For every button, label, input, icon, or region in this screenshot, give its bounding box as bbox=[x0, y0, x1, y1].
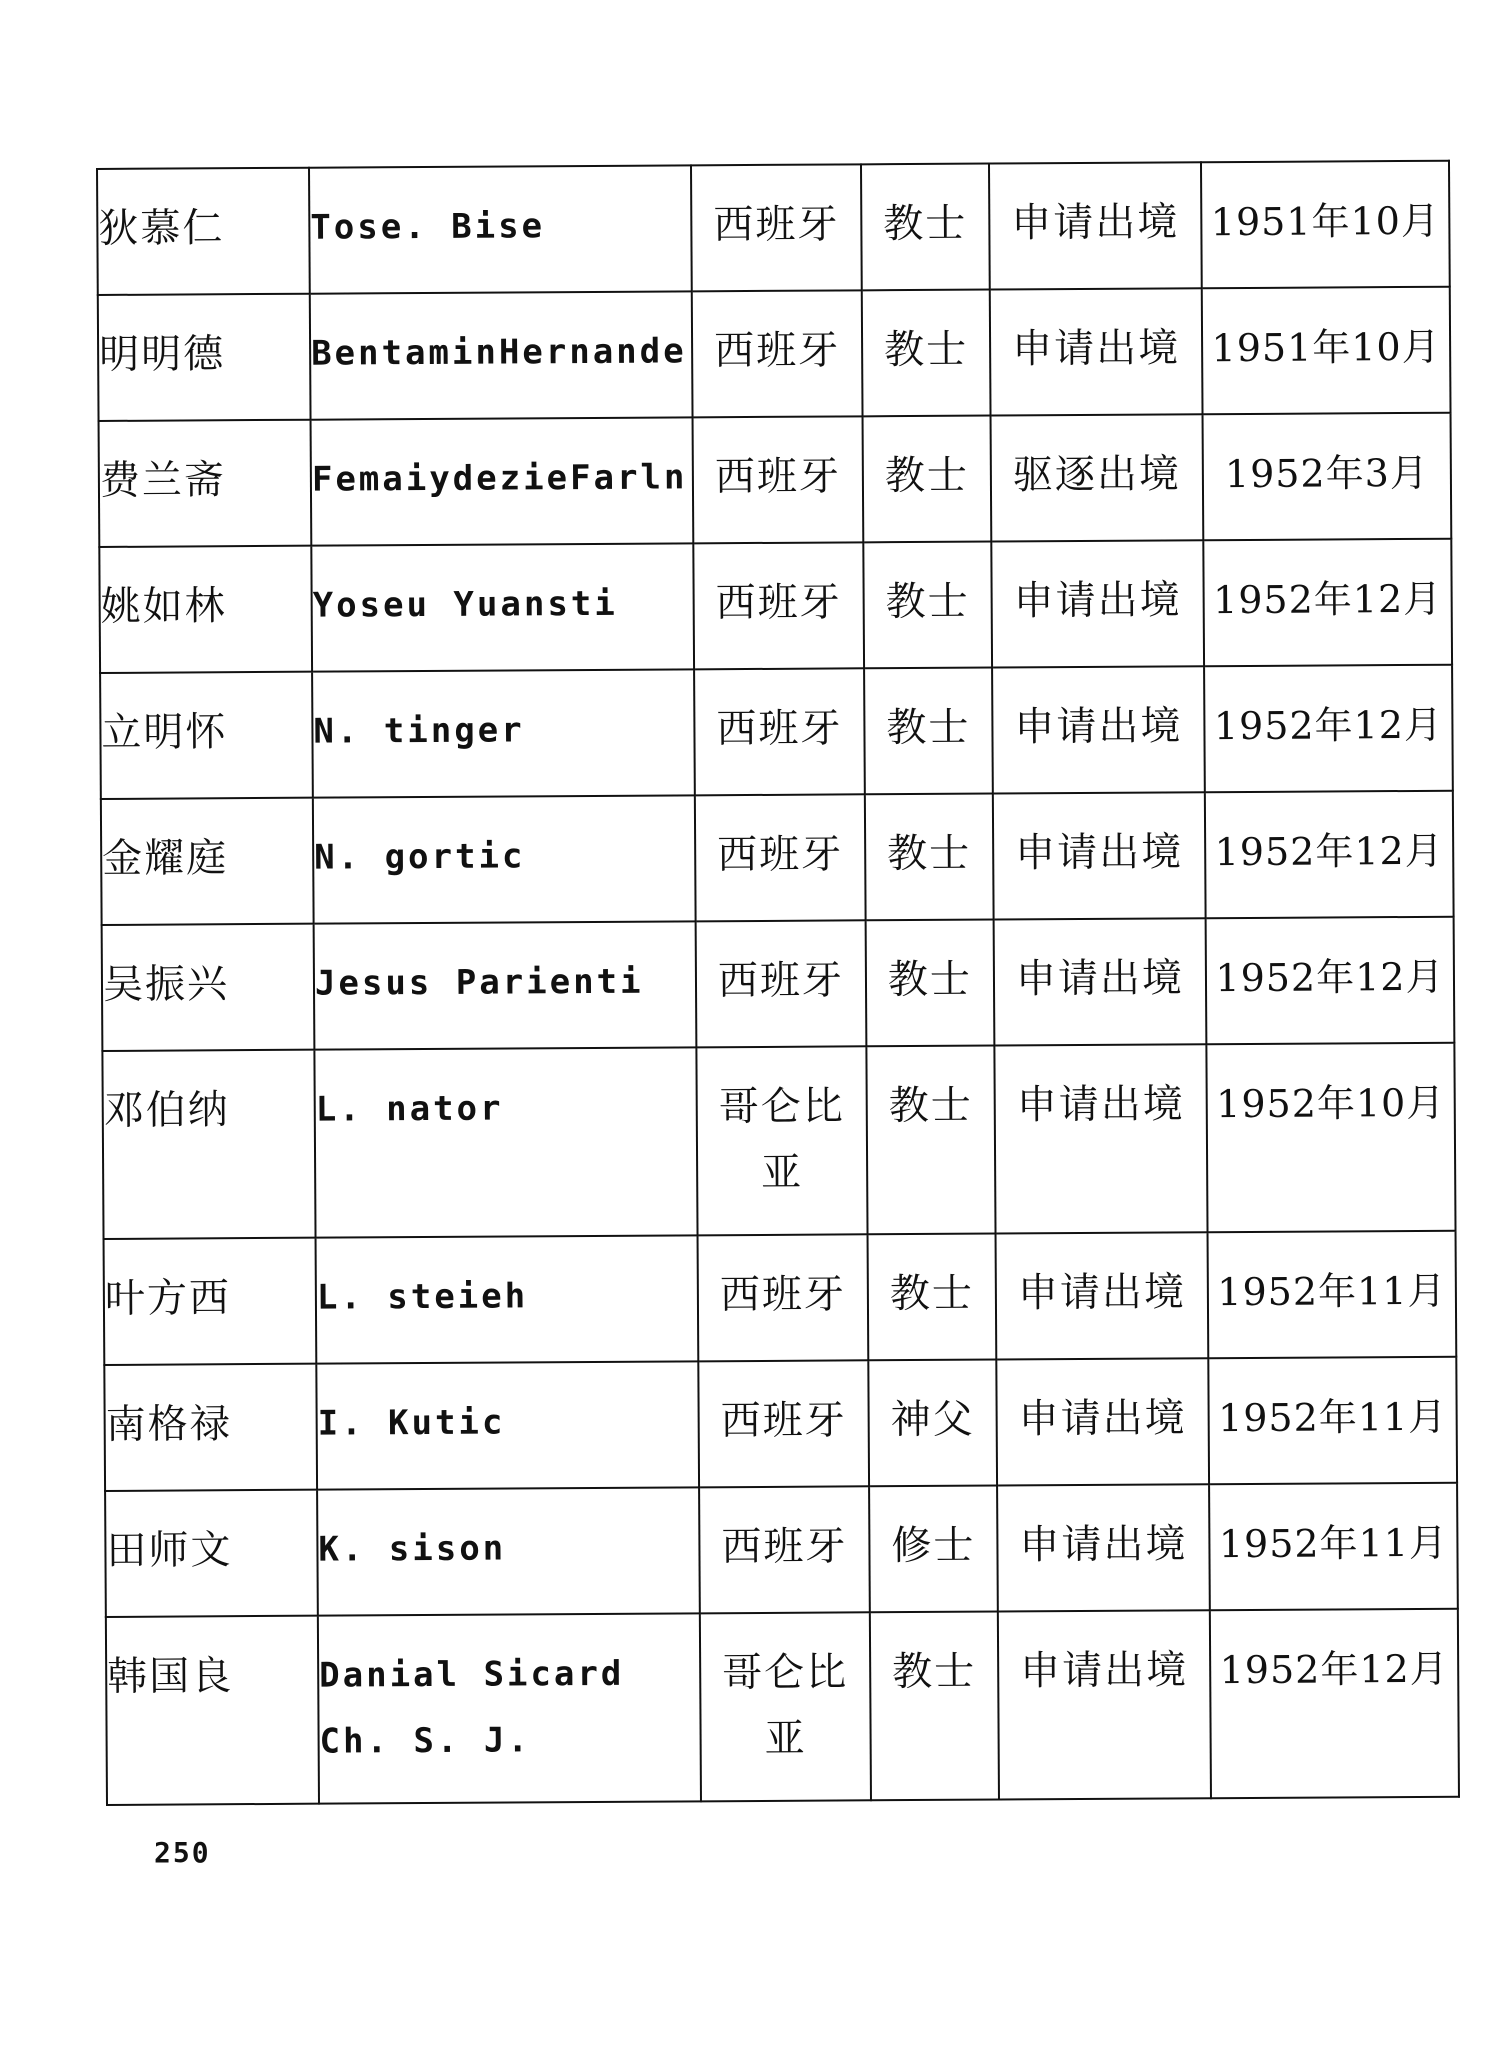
table-body bbox=[97, 161, 1459, 1805]
status-cell: 申请出境 bbox=[994, 1044, 1207, 1233]
date-cell: 1952年12月 bbox=[1206, 917, 1455, 1045]
status-cell: 申请出境 bbox=[991, 540, 1204, 667]
table-row bbox=[98, 287, 1451, 421]
page-number: 250 bbox=[154, 1836, 211, 1869]
cn-name-cell: 狄慕仁 bbox=[97, 168, 310, 295]
table-row bbox=[102, 1043, 1455, 1239]
table-row bbox=[100, 665, 1453, 799]
en-name-cell: BentaminHernande bbox=[310, 291, 693, 419]
nationality-cell: 哥仑比 亚 bbox=[696, 1046, 867, 1235]
en-name-cell: Jesus Parienti bbox=[314, 921, 697, 1049]
role-cell: 修士 bbox=[869, 1486, 998, 1613]
en-name-cell: N. tinger bbox=[312, 669, 695, 797]
date-cell: 1952年12月 bbox=[1204, 665, 1453, 793]
role-cell: 神父 bbox=[868, 1360, 997, 1487]
role-cell: 教士 bbox=[866, 920, 995, 1047]
role-cell: 教士 bbox=[861, 164, 990, 291]
role-cell: 教士 bbox=[866, 1046, 995, 1235]
status-cell: 申请出境 bbox=[996, 1232, 1209, 1359]
cn-name-cell: 费兰斋 bbox=[99, 420, 312, 547]
status-cell: 申请出境 bbox=[994, 918, 1207, 1045]
date-cell: 1952年3月 bbox=[1203, 413, 1452, 541]
table-row bbox=[101, 791, 1454, 925]
cn-name-cell: 叶方西 bbox=[104, 1238, 317, 1365]
table-row bbox=[105, 1483, 1458, 1617]
en-name-cell: Danial Sicard Ch. S. J. bbox=[318, 1613, 701, 1803]
nationality-cell: 西班牙 bbox=[696, 920, 867, 1047]
role-cell: 教士 bbox=[865, 794, 994, 921]
cn-name-cell: 田师文 bbox=[105, 1490, 318, 1617]
date-cell: 1952年12月 bbox=[1205, 791, 1454, 919]
table-row bbox=[102, 917, 1455, 1051]
en-name-cell: N. gortic bbox=[313, 795, 696, 923]
nationality-cell: 西班牙 bbox=[693, 416, 864, 543]
status-cell: 申请出境 bbox=[997, 1484, 1210, 1611]
en-name-cell: Tose. Bise bbox=[309, 165, 692, 293]
nationality-cell: 西班牙 bbox=[698, 1360, 869, 1487]
table-row bbox=[97, 161, 1450, 295]
nationality-cell: 西班牙 bbox=[698, 1234, 869, 1361]
role-cell: 教士 bbox=[864, 668, 993, 795]
date-cell: 1952年11月 bbox=[1208, 1357, 1457, 1485]
status-cell: 申请出境 bbox=[998, 1610, 1211, 1799]
missionary-table bbox=[96, 160, 1460, 1806]
en-name-cell: I. Kutic bbox=[316, 1361, 699, 1489]
en-name-cell: L. nator bbox=[314, 1047, 697, 1237]
nationality-cell: 西班牙 bbox=[694, 668, 865, 795]
status-cell: 驱逐出境 bbox=[991, 414, 1204, 541]
status-cell: 申请出境 bbox=[992, 666, 1205, 793]
role-cell: 教士 bbox=[863, 416, 992, 543]
nationality-cell: 西班牙 bbox=[695, 794, 866, 921]
cn-name-cell: 姚如林 bbox=[99, 546, 312, 673]
table-row bbox=[99, 413, 1452, 547]
cn-name-cell: 立明怀 bbox=[100, 672, 313, 799]
date-cell: 1952年12月 bbox=[1203, 539, 1452, 667]
cn-name-cell: 邓伯纳 bbox=[102, 1050, 315, 1239]
cn-name-cell: 金耀庭 bbox=[101, 798, 314, 925]
en-name-cell: FemaiydezieFarln bbox=[311, 417, 694, 545]
nationality-cell: 哥仑比 亚 bbox=[700, 1612, 871, 1801]
role-cell: 教士 bbox=[863, 542, 992, 669]
role-cell: 教士 bbox=[862, 290, 991, 417]
nationality-cell: 西班牙 bbox=[691, 164, 862, 291]
en-name-cell: Yoseu Yuansti bbox=[311, 543, 694, 671]
en-name-cell: L. steieh bbox=[316, 1235, 699, 1363]
status-cell: 申请出境 bbox=[996, 1358, 1209, 1485]
table-row bbox=[104, 1357, 1457, 1491]
nationality-cell: 西班牙 bbox=[693, 542, 864, 669]
status-cell: 申请出境 bbox=[989, 162, 1202, 289]
table-row bbox=[104, 1231, 1457, 1365]
date-cell: 1952年12月 bbox=[1210, 1609, 1459, 1799]
table-row bbox=[99, 539, 1452, 673]
date-cell: 1952年10月 bbox=[1206, 1043, 1455, 1233]
nationality-cell: 西班牙 bbox=[699, 1486, 870, 1613]
cn-name-cell: 南格禄 bbox=[104, 1364, 317, 1491]
status-cell: 申请出境 bbox=[990, 288, 1203, 415]
nationality-cell: 西班牙 bbox=[692, 290, 863, 417]
role-cell: 教士 bbox=[868, 1234, 997, 1361]
date-cell: 1951年10月 bbox=[1201, 161, 1450, 289]
date-cell: 1952年11月 bbox=[1209, 1483, 1458, 1611]
cn-name-cell: 韩国良 bbox=[106, 1616, 319, 1805]
date-cell: 1952年11月 bbox=[1208, 1231, 1457, 1359]
role-cell: 教士 bbox=[870, 1612, 999, 1801]
cn-name-cell: 明明德 bbox=[98, 294, 311, 421]
status-cell: 申请出境 bbox=[993, 792, 1206, 919]
cn-name-cell: 吴振兴 bbox=[102, 924, 315, 1051]
date-cell: 1951年10月 bbox=[1202, 287, 1451, 415]
table-row bbox=[106, 1609, 1459, 1805]
en-name-cell: K. sison bbox=[317, 1487, 700, 1615]
